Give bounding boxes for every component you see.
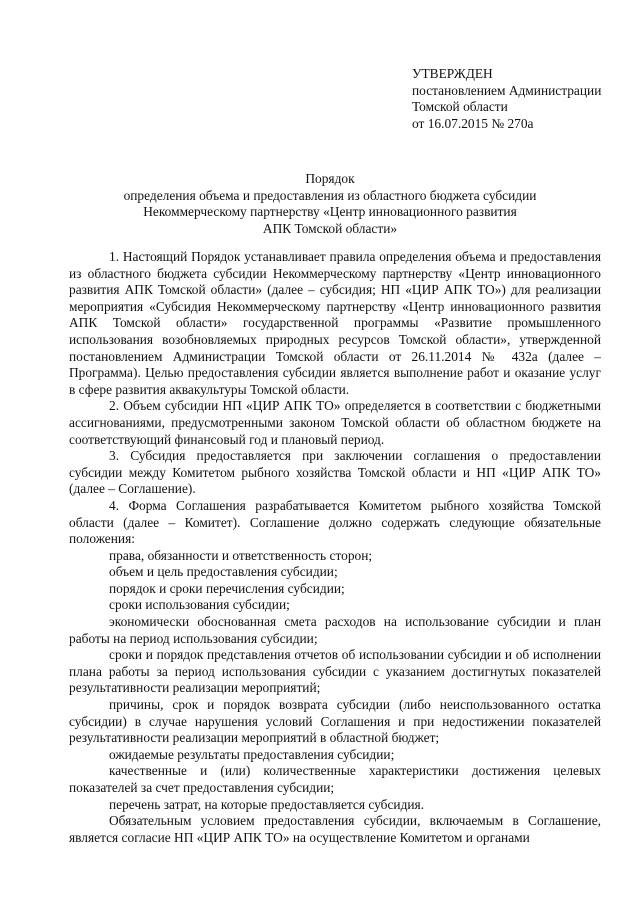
list-item: сроки и порядок представления отчетов об использовании субсидии и об исполнении плана работы за период использования субсидии с указанием достигнутых показателей результативности реализации мероприятий; xyxy=(69,647,601,696)
approval-line: постановлением Администрации xyxy=(412,82,602,98)
heading-line: Некоммерческому партнерству «Центр инновационного развития xyxy=(143,204,517,220)
list-item: объем и цель предоставления субсидии; xyxy=(109,564,338,580)
list-item: перечень затрат, на которые предоставляется субсидия. xyxy=(109,796,425,812)
approval-title: УТВЕРЖДЕН xyxy=(412,66,493,81)
list-item: сроки использования субсидии; xyxy=(109,597,290,613)
heading-line: Порядок xyxy=(305,171,355,186)
heading-line: АПК Томской области» xyxy=(262,220,398,236)
paragraph-1: 1. Настоящий Порядок устанавливает правила определения объема и предоставления из областного бюджета субсидии Некоммерческому партнерству «Центр инновационного развития АПК Томской области» (далее – субсидия; НП «ЦИР АПК ТО») для реализации мероприятия «Субсидия Некоммерческому партнерству «Центр инновационного развития АПК Томской области» государственной программы «Развитие промышленного использования возобновляемых природных ресурсов Томской области», утвержденной постановлением Администрации Томской области от 26.11.2014 № 432а (далее – Программа). Целью предоставления субсидии является выполнение работ и оказание услуг в сфере развития аквакультуры Томской области. xyxy=(69,249,601,397)
paragraph-2: 2. Объем субсидии НП «ЦИР АПК ТО» определяется в соответствии с бюджетными ассигнованиями, предусмотренными законом Томской области об областном бюджете на соответствующий финансовый год и плановый период. xyxy=(69,398,601,447)
paragraph-3: 3. Субсидия предоставляется при заключении соглашения о предоставлении субсидии между Комитетом рыбного хозяйства Томской области и НП «ЦИР АПК ТО» (далее – Соглашение). xyxy=(69,448,601,497)
document-heading xyxy=(60,171,600,237)
document-body xyxy=(69,249,601,846)
list-item: экономически обоснованная смета расходов на использование субсидии и план работы на период использования субсидии; xyxy=(69,614,601,646)
list-item: права, обязанности и ответственность сторон; xyxy=(109,547,373,563)
closing-paragraph: Обязательным условием предоставления субсидии, включаемым в Соглашение, является согласие НП «ЦИР АПК ТО» на осуществление Комитетом и органами xyxy=(69,813,601,845)
approval-date: от 16.07.2015 № 270а xyxy=(412,115,534,131)
list-item: причины, срок и порядок возврата субсидии (либо неиспользованного остатка субсидии) в случае нарушения условий Соглашения и при недостижении показателей результативности реализации мероприятий в областной бюджет; xyxy=(69,697,601,746)
list-item: порядок и сроки перечисления субсидии; xyxy=(109,580,345,596)
list-item: ожидаемые результаты предоставления субсидии; xyxy=(109,746,395,762)
paragraph-4: 4. Форма Соглашения разрабатывается Комитетом рыбного хозяйства Томской области (далее – Комитет). Соглашение должно содержать следующие обязательные положения: xyxy=(69,497,601,547)
list-item: качественные и (или) количественные характеристики достижения целевых показателей за счет предоставления субсидии; xyxy=(69,763,601,795)
approval-block xyxy=(412,66,632,132)
heading-line: определения объема и предоставления из областного бюджета субсидии xyxy=(123,187,537,203)
approval-line: Томской области xyxy=(412,99,508,115)
